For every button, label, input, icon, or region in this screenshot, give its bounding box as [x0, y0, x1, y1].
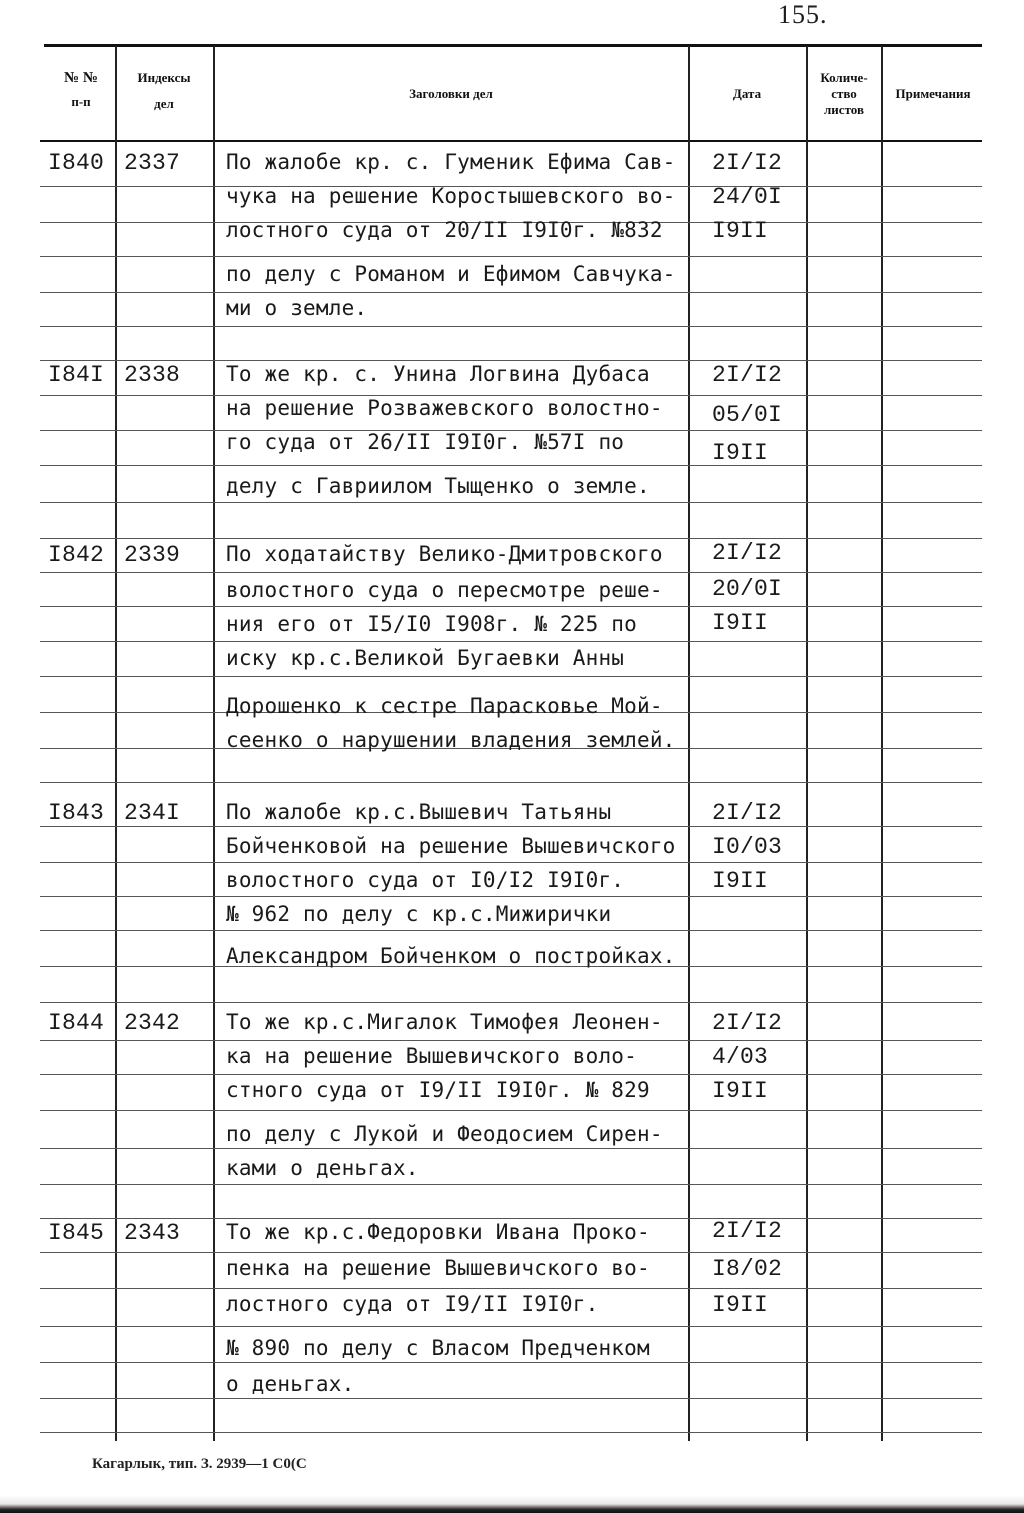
entry-index: 2339 — [124, 542, 181, 568]
header-notes — [883, 86, 983, 102]
entry-date-line: 2I/I2 — [712, 800, 783, 826]
ruling-line — [40, 1040, 982, 1041]
entry-index: 2343 — [124, 1220, 181, 1246]
ruling-line — [40, 1398, 982, 1399]
entry-number: I842 — [48, 542, 105, 568]
entry-date-line: I9II — [712, 610, 769, 636]
entry-title-line: То же кр.с.Мигалок Тимофея Леонен- — [226, 1010, 663, 1034]
ruling-line — [40, 572, 982, 573]
header-index — [118, 70, 210, 112]
ruling-line — [40, 326, 982, 327]
entry-title-line: пенка на решение Вышевичского во- — [226, 1256, 650, 1280]
entry-title-line: ка на решение Вышевичского воло- — [226, 1044, 637, 1068]
entry-title-line: стного суда от I9/II I9I0г. № 829 — [226, 1078, 650, 1102]
header-index-line1: Индексы — [137, 70, 191, 85]
ruling-line — [40, 1288, 982, 1289]
header-number — [50, 70, 112, 110]
entry-number: I845 — [48, 1220, 105, 1246]
entry-title-line: ния его от I5/I0 I908г. № 225 по — [226, 612, 637, 636]
entry-title-line: По жалобе кр. с. Гуменик Ефима Сав- — [226, 150, 676, 174]
ruling-line — [40, 1362, 982, 1363]
entry-title-line: То же кр.с.Федоровки Ивана Проко- — [226, 1220, 650, 1244]
entry-title-line: ками о деньгах. — [226, 1156, 419, 1180]
entry-title-line: о деньгах. — [226, 1372, 355, 1396]
ruling-line — [40, 538, 982, 539]
entry-title-line: делу с Гавриилом Тыщенко о земле. — [226, 474, 650, 498]
header-count — [808, 70, 880, 118]
header-rule — [40, 140, 982, 142]
ruling-line — [40, 1184, 982, 1185]
entry-index: 234I — [124, 800, 181, 826]
header-count-line1: Количе- — [820, 70, 868, 85]
ruling-line — [40, 502, 982, 503]
entry-index: 2337 — [124, 150, 181, 176]
header-number-line2: п-п — [71, 94, 91, 109]
entry-title-line: на решение Розважевского волостно- — [226, 396, 663, 420]
entry-title-line: чука на решение Коростышевского во- — [226, 184, 676, 208]
entry-date-line: 2I/I2 — [712, 362, 783, 388]
entry-number: I843 — [48, 800, 105, 826]
entry-title-line: № 890 по делу с Власом Предченком — [226, 1336, 650, 1360]
top-rule — [44, 44, 982, 47]
ruling-line — [40, 782, 982, 783]
entry-date-line: 2I/I2 — [712, 150, 783, 176]
entry-date-line: I9II — [712, 218, 769, 244]
entry-date-line: 2I/I2 — [712, 540, 783, 566]
header-notes-text: Примечания — [895, 86, 971, 101]
entry-title-line: лостного суда от 20/II I9I0г. №832 — [226, 218, 663, 242]
header-count-line2: ство — [831, 86, 857, 101]
ruling-line — [40, 606, 982, 607]
entry-title-line: сеенко о нарушении владения землей. — [226, 728, 676, 752]
ruling-line — [40, 896, 982, 897]
entry-date-line: I9II — [712, 1292, 769, 1318]
ruling-line — [40, 1326, 982, 1327]
ruling-line — [40, 641, 982, 642]
scan-edge — [0, 1495, 1024, 1513]
header-count-line3: листов — [824, 102, 864, 117]
ruling-line — [40, 1002, 982, 1003]
header-date — [690, 86, 804, 102]
printer-footer: Кагарлык, тип. З. 2939—1 С0(С — [92, 1456, 307, 1472]
ruling-line — [40, 826, 982, 827]
ruling-line — [40, 930, 982, 931]
entry-title-line: лостного суда от I9/II I9I0г. — [226, 1292, 599, 1316]
entry-date-line: 05/0I — [712, 402, 783, 428]
entry-date-line: I9II — [712, 1078, 769, 1104]
entry-date-line: 4/03 — [712, 1044, 769, 1070]
entry-date-line: I8/02 — [712, 1256, 783, 1282]
ruling-line — [40, 360, 982, 361]
entry-date-line: 20/0I — [712, 576, 783, 602]
header-index-line2: дел — [154, 96, 174, 111]
ruling-line — [40, 1110, 982, 1111]
entry-date-line: 2I/I2 — [712, 1010, 783, 1036]
entry-title-line: По ходатайству Велико-Дмитровского — [226, 542, 663, 566]
header-number-line1: № № — [64, 70, 98, 86]
entry-title-line: Александром Бойченком о постройках. — [226, 944, 676, 968]
ruling-line — [40, 292, 982, 293]
entry-title-line: По жалобе кр.с.Вышевич Татьяны — [226, 800, 612, 824]
ruling-line — [40, 465, 982, 466]
entry-title-line: № 962 по делу с кр.с.Мижирички — [226, 902, 612, 926]
header-title — [216, 86, 686, 102]
entry-index: 2342 — [124, 1010, 181, 1036]
entry-date-line: 2I/I2 — [712, 1218, 783, 1244]
entry-title-line: волостного суда от I0/I2 I9I0г. — [226, 868, 625, 892]
entry-title-line: ми о земле. — [226, 296, 368, 320]
ruling-line — [40, 676, 982, 677]
ruling-line — [40, 256, 982, 257]
entry-number: I840 — [48, 150, 105, 176]
entry-title-line: по делу с Лукой и Феодосием Сирен- — [226, 1122, 663, 1146]
entry-title-line: Дорошенко к сестре Парасковье Мой- — [226, 694, 663, 718]
entry-title-line: Бойченковой на решение Вышевичского — [226, 834, 676, 858]
ruling-line — [40, 1252, 982, 1253]
entry-title-line: иску кр.с.Великой Бугаевки Анны — [226, 646, 625, 670]
entry-title-line: по делу с Романом и Ефимом Савчука- — [226, 262, 676, 286]
entry-date-line: 24/0I — [712, 184, 783, 210]
entry-number: I844 — [48, 1010, 105, 1036]
ruling-line — [40, 862, 982, 863]
entry-date-line: I9II — [712, 868, 769, 894]
header-date-text: Дата — [732, 86, 762, 101]
ruling-line — [40, 1218, 982, 1219]
page-number: 155. — [778, 0, 828, 29]
header-title-text: Заголовки дел — [409, 86, 493, 101]
entry-date-line: I0/03 — [712, 834, 783, 860]
ruling-line — [40, 1148, 982, 1149]
entry-title-line: То же кр. с. Унина Логвина Дубаса — [226, 362, 650, 386]
ruling-line — [40, 1432, 982, 1433]
entry-title-line: волостного суда о пересмотре реше- — [226, 578, 663, 602]
entry-index: 2338 — [124, 362, 181, 388]
entry-date-line: I9II — [712, 440, 769, 466]
entry-title-line: го суда от 26/II I9I0г. №57I по — [226, 430, 625, 454]
ruling-line — [40, 1074, 982, 1075]
entry-number: I84I — [48, 362, 105, 388]
